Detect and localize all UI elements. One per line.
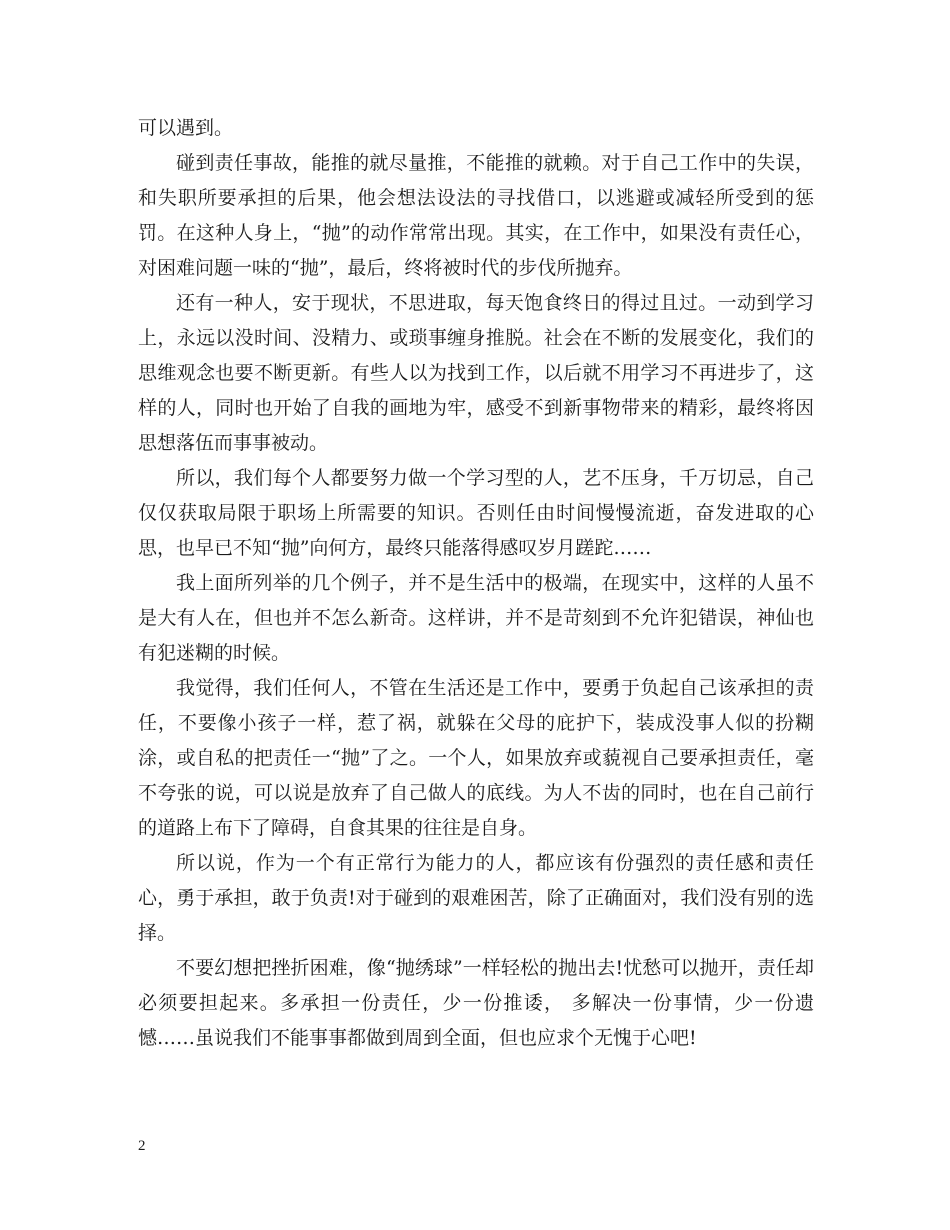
paragraph: 所以，我们每个人都要努力做一个学习型的人，艺不压身，千万切忌，自己仅仅获取局限于职场上所需要的知识。否则任由时间慢慢流逝，奋发进取的心思，也早已不知“抛”向何方，最终只能落得感叹岁月蹉跎…… (138, 467, 814, 559)
paragraph: 还有一种人，安于现状，不思进取，每天饱食终日的得过且过。一动到学习上，永远以没时间、没精力、或琐事缠身推脱。社会在不断的发展变化，我们的思维观念也要不断更新。有些人以为找到工作，以后就不用学习不再进步了，这样的人，同时也开始了自我的画地为牢，感受不到新事物带来的精彩，最终将因思想落伍而事事被动。 (138, 292, 814, 454)
page-number: 2 (138, 1138, 146, 1154)
paragraph: 可以遇到。 (138, 117, 234, 139)
paragraph: 所以说，作为一个有正常行为能力的人，都应该有份强烈的责任感和责任心，勇于承担，敢于负责!对于碰到的艰难困苦，除了正确面对，我们没有别的选择。 (138, 852, 814, 944)
paragraph: 不要幻想把挫折困难，像“抛绣球”一样轻松的抛出去!忧愁可以抛开，责任却必须要担起来。多承担一份责任，少一份推诿， 多解决一份事情，少一份遗憾……虽说我们不能事事都做到周到全面，但也应求个无愧于心吧! (138, 957, 814, 1049)
paragraph: 我上面所列举的几个例子，并不是生活中的极端，在现实中，这样的人虽不是大有人在，但也并不怎么新奇。这样讲，并不是苛刻到不允许犯错误，神仙也有犯迷糊的时候。 (138, 572, 814, 664)
paragraph: 我觉得，我们任何人，不管在生活还是工作中，要勇于负起自己该承担的责任，不要像小孩子一样，惹了祸，就躲在父母的庇护下，装成没事人似的扮糊涂，或自私的把责任一“抛”了之。一个人，如果放弃或藐视自己要承担责任，毫不夸张的说，可以说是放弃了自己做人的底线。为人不齿的同时，也在自己前行的道路上布下了障碍，自食其果的往往是自身。 (138, 677, 814, 839)
document-body (138, 111, 814, 1056)
paragraph: 碰到责任事故，能推的就尽量推，不能推的就赖。对于自己工作中的失误，和失职所要承担的后果，他会想法设法的寻找借口，以逃避或减轻所受到的惩罚。在这种人身上，“抛”的动作常常出现。其实，在工作中，如果没有责任心，对困难问题一味的“抛”，最后，终将被时代的步伐所抛弃。 (138, 152, 814, 279)
